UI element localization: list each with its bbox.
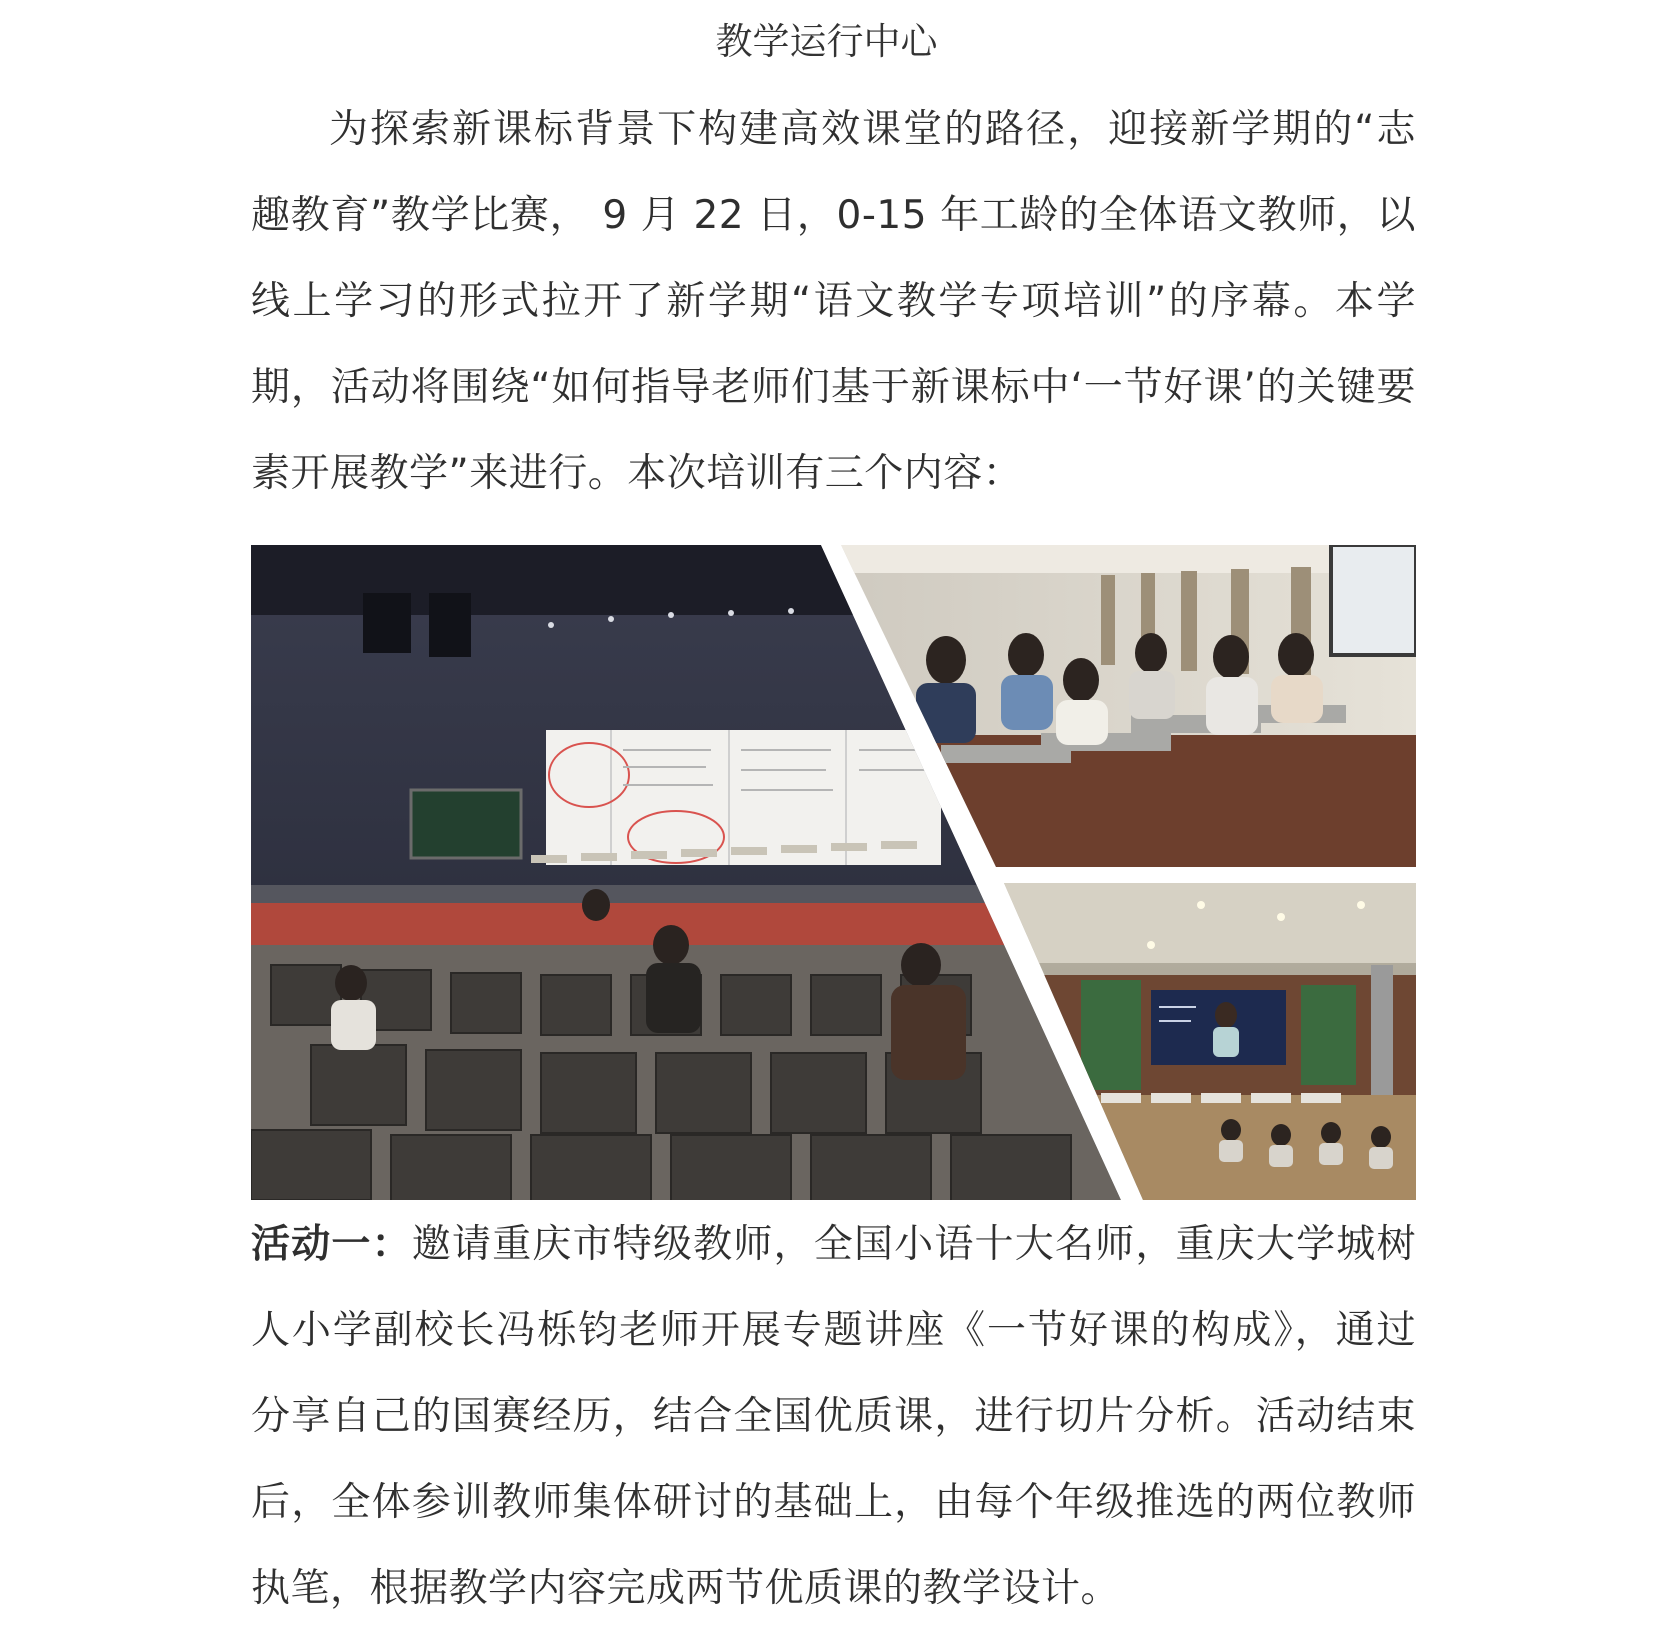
activity1-label: 活动一： (251, 1222, 412, 1267)
activity1-paragraph (251, 1202, 1416, 1632)
page-title: 教学运行中心 (715, 20, 938, 63)
intro-paragraph: 为探索新课标背景下构建高效课堂的路径，迎接新学期的“志趣教育”教学比赛， 9 月 22 日，0-15 年工龄的全体语文教师，以线上学习的形式拉开了新学期“语文教学专项培训”的序幕。本学期，活动将围绕“如何指导老师们基于新课标中‘一节好课’的关键要素开展教学”来进行。本次培训有三个内容： (251, 107, 1416, 496)
activity1-text: 邀请重庆市特级教师，全国小语十大名师，重庆大学城树人小学副校长冯栎钧老师开展专题讲座《一节好课的构成》，通过分享自己的国赛经历，结合全国优质课，进行切片分析。活动结束后，全体参训教师集体研讨的基础上，由每个年级推选的两位教师执笔，根据教学内容完成两节优质课的教学设计。 (251, 1222, 1416, 1611)
photo-collage (251, 545, 1416, 1200)
